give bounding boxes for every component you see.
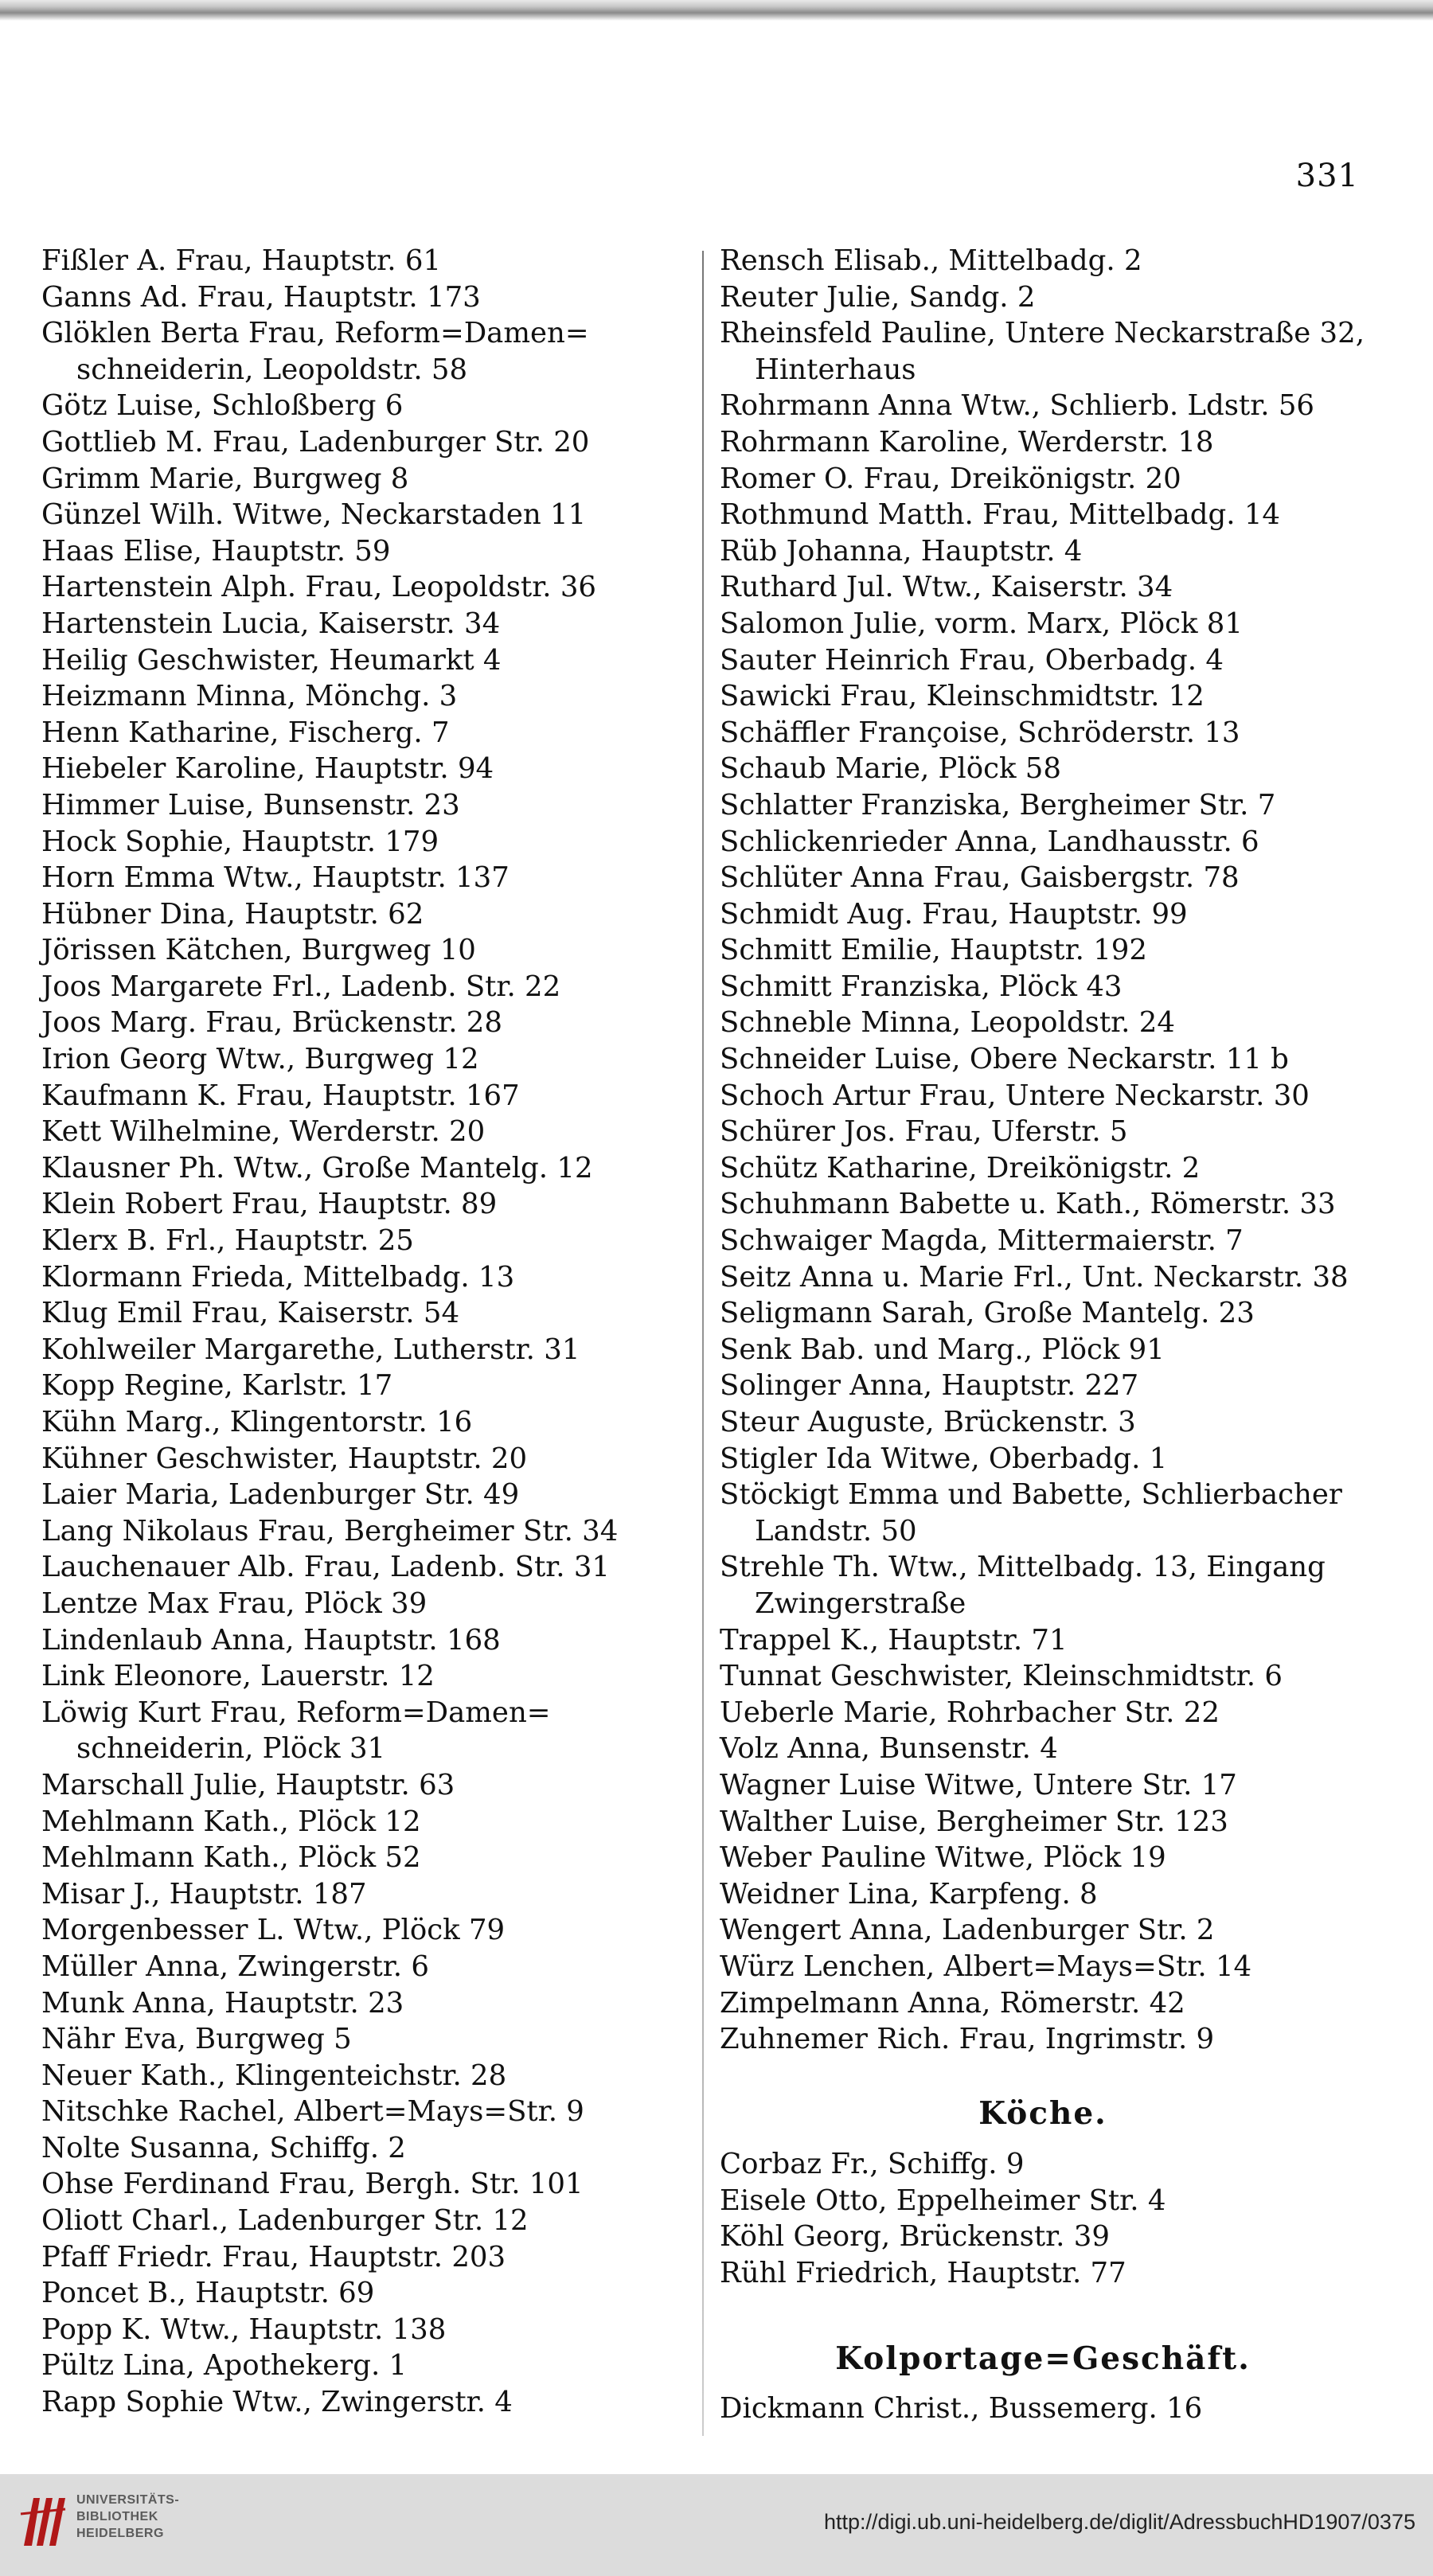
directory-entry: Müller Anna, Zwingerstr. 6 xyxy=(41,1950,429,1983)
directory-entry: Klausner Ph. Wtw., Große Mantelg. 12 xyxy=(41,1151,593,1185)
directory-entry: Schlatter Franziska, Bergheimer Str. 7 xyxy=(720,788,1276,822)
directory-entry: Heilig Geschwister, Heumarkt 4 xyxy=(41,643,502,677)
directory-entry: Misar J., Hauptstr. 187 xyxy=(41,1877,367,1911)
directory-entry: Neuer Kath., Klingenteichstr. 28 xyxy=(41,2059,507,2092)
directory-entry: Dickmann Christ., Bussemerg. 16 xyxy=(720,2392,1203,2425)
directory-entry: Pfaff Friedr. Frau, Hauptstr. 203 xyxy=(41,2240,506,2274)
directory-entry: Rühl Friedrich, Hauptstr. 77 xyxy=(720,2256,1126,2289)
directory-entry: Nähr Eva, Burgweg 5 xyxy=(41,2023,352,2056)
kolportage-entries xyxy=(720,2391,1202,2427)
directory-entry: Rohrmann Karoline, Werderstr. 18 xyxy=(720,425,1214,459)
directory-entry: Walther Luise, Bergheimer Str. 123 xyxy=(720,1805,1228,1838)
logo-line: UNIVERSITÄTS- xyxy=(76,2493,180,2507)
logo-text xyxy=(76,2492,179,2542)
directory-entry: Nitschke Rachel, Albert=Mays=Str. 9 xyxy=(41,2095,584,2129)
directory-entry: Kett Wilhelmine, Werderstr. 20 xyxy=(41,1115,486,1149)
directory-entry: Marschall Julie, Hauptstr. 63 xyxy=(41,1768,455,1801)
directory-entry: Klerx B. Frl., Hauptstr. 25 xyxy=(41,1224,414,1258)
directory-entry: Haas Elise, Hauptstr. 59 xyxy=(41,534,391,568)
directory-entry: Sauter Heinrich Frau, Oberbadg. 4 xyxy=(720,643,1224,677)
directory-entry: Zuhnemer Rich. Frau, Ingrimstr. 9 xyxy=(720,2023,1215,2056)
directory-entry: Kaufmann K. Frau, Hauptstr. 167 xyxy=(41,1079,520,1112)
directory-entry: Köhl Georg, Brückenstr. 39 xyxy=(720,2220,1110,2254)
directory-entry: Tunnat Geschwister, Kleinschmidtstr. 6 xyxy=(720,1660,1283,1693)
directory-entry: Würz Lenchen, Albert=Mays=Str. 14 xyxy=(720,1950,1252,1983)
directory-entry: Götz Luise, Schloßberg 6 xyxy=(41,389,404,423)
column-divider xyxy=(702,251,704,2436)
directory-entry: Schneider Luise, Obere Neckarstr. 11 b xyxy=(720,1043,1289,1076)
directory-entry: Ganns Ad. Frau, Hauptstr. 173 xyxy=(41,280,481,314)
directory-entry: Schäffler Françoise, Schröderstr. 13 xyxy=(720,716,1240,749)
directory-entry: Günzel Wilh. Witwe, Neckarstaden 11 xyxy=(41,498,587,532)
directory-entry: Rohrmann Anna Wtw., Schlierb. Ldstr. 56 xyxy=(720,389,1315,423)
directory-entry: Strehle Th. Wtw., Mittelbadg. 13, Eingang xyxy=(720,1551,1326,1584)
directory-entry: Glöklen Berta Frau, Reform=Damen= xyxy=(41,317,589,350)
directory-entry: Pültz Lina, Apothekerg. 1 xyxy=(41,2349,408,2383)
directory-entry: Schmitt Franziska, Plöck 43 xyxy=(720,970,1123,1003)
directory-entry: Ruthard Jul. Wtw., Kaiserstr. 34 xyxy=(720,571,1173,604)
directory-entry: Kopp Regine, Karlstr. 17 xyxy=(41,1369,393,1403)
logo-line: HEIDELBERG xyxy=(76,2527,164,2540)
right-column-entries xyxy=(720,243,1366,2058)
directory-entry: Sawicki Frau, Kleinschmidtstr. 12 xyxy=(720,680,1205,713)
directory-entry: Schmitt Emilie, Hauptstr. 192 xyxy=(720,934,1147,967)
directory-entry: Schuhmann Babette u. Kath., Römerstr. 33 xyxy=(720,1188,1336,1221)
directory-entry: Eisele Otto, Eppelheimer Str. 4 xyxy=(720,2184,1166,2217)
entry-continuation: Zwingerstraße xyxy=(755,1587,966,1620)
directory-entry: Mehlmann Kath., Plöck 52 xyxy=(41,1841,421,1875)
directory-entry: Volz Anna, Bunsenstr. 4 xyxy=(720,1732,1058,1766)
directory-entry: Irion Georg Wtw., Burgweg 12 xyxy=(41,1043,479,1076)
directory-entry: Rothmund Matth. Frau, Mittelbadg. 14 xyxy=(720,498,1280,532)
directory-entry: Henn Katharine, Fischerg. 7 xyxy=(41,716,450,749)
directory-entry: Rensch Elisab., Mittelbadg. 2 xyxy=(720,244,1142,277)
directory-entry: Reuter Julie, Sandg. 2 xyxy=(720,280,1036,314)
directory-entry: Schaub Marie, Plöck 58 xyxy=(720,752,1061,786)
directory-entry: Joos Marg. Frau, Brückenstr. 28 xyxy=(41,1006,502,1040)
university-library-logo-icon xyxy=(18,2490,68,2551)
directory-entry: Lentze Max Frau, Plöck 39 xyxy=(41,1587,428,1620)
directory-entry: Horn Emma Wtw., Hauptstr. 137 xyxy=(41,861,510,895)
directory-entry: Stigler Ida Witwe, Oberbadg. 1 xyxy=(720,1442,1168,1475)
directory-entry: Corbaz Fr., Schiffg. 9 xyxy=(720,2148,1025,2180)
directory-entry: Munk Anna, Hauptstr. 23 xyxy=(41,1986,404,2020)
directory-entry: Rapp Sophie Wtw., Zwingerstr. 4 xyxy=(41,2386,513,2419)
directory-entry: Laier Maria, Ladenburger Str. 49 xyxy=(41,1478,520,1512)
directory-entry: Hartenstein Lucia, Kaiserstr. 34 xyxy=(41,607,501,640)
directory-entry: Schmidt Aug. Frau, Hauptstr. 99 xyxy=(720,897,1188,931)
directory-entry: Kühn Marg., Klingentorstr. 16 xyxy=(41,1406,473,1438)
directory-entry: Kühner Geschwister, Hauptstr. 20 xyxy=(41,1442,528,1475)
directory-entry: Weber Pauline Witwe, Plöck 19 xyxy=(720,1841,1166,1875)
scan-top-edge xyxy=(0,0,1433,21)
directory-entry: Heizmann Minna, Mönchg. 3 xyxy=(41,680,458,713)
directory-entry: Mehlmann Kath., Plöck 12 xyxy=(41,1805,421,1838)
directory-entry: Wengert Anna, Ladenburger Str. 2 xyxy=(720,1914,1215,1947)
directory-entry: Schlickenrieder Anna, Landhausstr. 6 xyxy=(720,825,1259,858)
directory-entry: Oliott Charl., Ladenburger Str. 12 xyxy=(41,2204,529,2238)
directory-entry: Löwig Kurt Frau, Reform=Damen= xyxy=(41,1696,551,1729)
directory-entry: Schneble Minna, Leopoldstr. 24 xyxy=(720,1006,1175,1040)
directory-entry: Schlüter Anna Frau, Gaisbergstr. 78 xyxy=(720,861,1240,895)
directory-entry: Lauchenauer Alb. Frau, Ladenb. Str. 31 xyxy=(41,1551,611,1584)
directory-entry: Link Eleonore, Lauerstr. 12 xyxy=(41,1660,435,1693)
directory-entry: Seligmann Sarah, Große Mantelg. 23 xyxy=(720,1297,1255,1330)
page-number: 331 xyxy=(1295,158,1359,194)
directory-entry: Jörissen Kätchen, Burgweg 10 xyxy=(41,934,476,967)
directory-entry: Fißler A. Frau, Hauptstr. 61 xyxy=(41,244,441,277)
directory-entry: Ueberle Marie, Rohrbacher Str. 22 xyxy=(720,1696,1220,1729)
section-title-kolportage: Kolportage=Geschäft. xyxy=(835,2340,1251,2377)
directory-entry: Wagner Luise Witwe, Untere Str. 17 xyxy=(720,1768,1237,1801)
entry-continuation: Landstr. 50 xyxy=(755,1514,917,1548)
section-title-koeche: Köche. xyxy=(978,2095,1107,2132)
directory-entry: Salomon Julie, vorm. Marx, Plöck 81 xyxy=(720,607,1243,640)
footer-bar xyxy=(0,2474,1433,2576)
directory-entry: Hock Sophie, Hauptstr. 179 xyxy=(41,825,439,858)
directory-entry: Hübner Dina, Hauptstr. 62 xyxy=(41,897,424,931)
directory-entry: Rüb Johanna, Hauptstr. 4 xyxy=(720,534,1083,568)
directory-entry: Solinger Anna, Hauptstr. 227 xyxy=(720,1369,1139,1403)
directory-entry: Lang Nikolaus Frau, Bergheimer Str. 34 xyxy=(41,1514,619,1548)
directory-entry: Rheinsfeld Pauline, Untere Neckarstraße 32, xyxy=(720,317,1365,350)
source-url-link[interactable]: http://digi.ub.uni-heidelberg.de/diglit/AdressbuchHD1907/0375 xyxy=(823,2510,1415,2534)
directory-entry: Ohse Ferdinand Frau, Bergh. Str. 101 xyxy=(41,2168,584,2201)
directory-entry: Joos Margarete Frl., Ladenb. Str. 22 xyxy=(41,970,561,1003)
directory-entry: Kohlweiler Margarethe, Lutherstr. 31 xyxy=(41,1333,580,1366)
logo-line: BIBLIOTHEK xyxy=(76,2510,158,2523)
directory-entry: Seitz Anna u. Marie Frl., Unt. Neckarstr. 38 xyxy=(720,1260,1349,1294)
directory-entry: Lindenlaub Anna, Hauptstr. 168 xyxy=(41,1623,501,1657)
directory-entry: Steur Auguste, Brückenstr. 3 xyxy=(720,1406,1136,1438)
directory-entry: Klug Emil Frau, Kaiserstr. 54 xyxy=(41,1297,460,1330)
directory-entry: Klormann Frieda, Mittelbadg. 13 xyxy=(41,1260,515,1294)
directory-entry: Gottlieb M. Frau, Ladenburger Str. 20 xyxy=(41,425,590,459)
entry-continuation: schneiderin, Leopoldstr. 58 xyxy=(76,353,468,386)
entry-continuation: Hinterhaus xyxy=(755,353,916,386)
directory-entry: Klein Robert Frau, Hauptstr. 89 xyxy=(41,1188,498,1221)
directory-entry: Poncet B., Hauptstr. 69 xyxy=(41,2277,375,2310)
directory-entry: Romer O. Frau, Dreikönigstr. 20 xyxy=(720,462,1181,495)
koeche-entries xyxy=(720,2146,1166,2291)
directory-entry: Schoch Artur Frau, Untere Neckarstr. 30 xyxy=(720,1079,1310,1112)
directory-entry: Morgenbesser L. Wtw., Plöck 79 xyxy=(41,1914,506,1947)
directory-entry: Schürer Jos. Frau, Uferstr. 5 xyxy=(720,1115,1128,1149)
directory-entry: Himmer Luise, Bunsenstr. 23 xyxy=(41,788,460,822)
directory-entry: Nolte Susanna, Schiffg. 2 xyxy=(41,2131,406,2164)
directory-entry: Hartenstein Alph. Frau, Leopoldstr. 36 xyxy=(41,571,596,604)
entry-continuation: schneiderin, Plöck 31 xyxy=(76,1732,386,1766)
directory-entry: Weidner Lina, Karpfeng. 8 xyxy=(720,1877,1098,1911)
directory-entry: Popp K. Wtw., Hauptstr. 138 xyxy=(41,2313,447,2346)
directory-entry: Schütz Katharine, Dreikönigstr. 2 xyxy=(720,1151,1201,1185)
directory-entry: Grimm Marie, Burgweg 8 xyxy=(41,462,409,495)
directory-entry: Schwaiger Magda, Mittermaierstr. 7 xyxy=(720,1224,1244,1258)
directory-entry: Zimpelmann Anna, Römerstr. 42 xyxy=(720,1986,1185,2020)
directory-entry: Stöckigt Emma und Babette, Schlierbacher xyxy=(720,1478,1342,1512)
directory-entry: Hiebeler Karoline, Hauptstr. 94 xyxy=(41,752,494,786)
directory-entry: Trappel K., Hauptstr. 71 xyxy=(720,1623,1068,1657)
left-column-entries xyxy=(41,243,678,2421)
directory-entry: Senk Bab. und Marg., Plöck 91 xyxy=(720,1333,1165,1366)
